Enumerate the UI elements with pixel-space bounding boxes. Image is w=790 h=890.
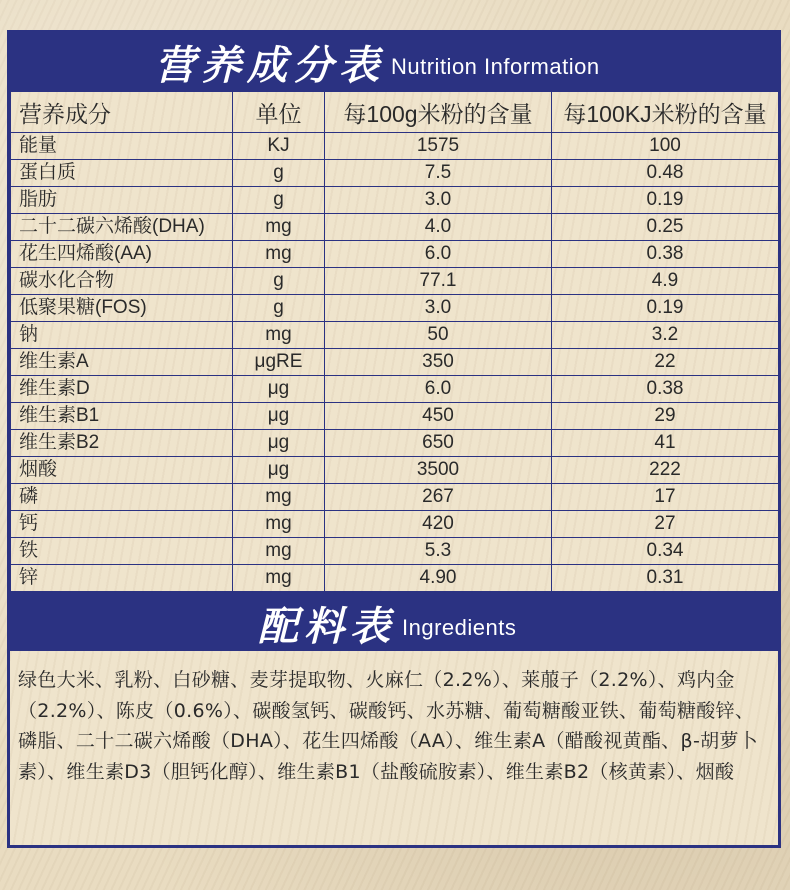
table-row (11, 538, 779, 565)
table-row (11, 187, 779, 214)
nutrient-unit: g (233, 295, 325, 322)
table-header-row (11, 92, 779, 133)
ingredients-text: 绿色大米、乳粉、白砂糖、麦芽提取物、火麻仁（2.2%）、莱菔子（2.2%）、鸡内金（2.2%）、陈皮（0.6%）、碳酸氢钙、碳酸钙、水苏糖、葡萄糖酸亚铁、葡萄糖酸锌、磷脂、二十二碳六烯酸（DHA）、花生四烯酸（AA）、维生素A（醋酸视黄酯、β-胡萝卜素）、维生素D3（胆钙化醇）、维生素B1（盐酸硫胺素）、维生素B2（核黄素）、烟酸 (10, 651, 778, 845)
nutrient-name: 维生素D (11, 376, 233, 403)
table-row (11, 322, 779, 349)
value-per-100kj: 17 (552, 484, 779, 511)
nutrient-name: 铁 (11, 538, 233, 565)
nutrient-unit: mg (233, 484, 325, 511)
nutrition-title-banner (10, 33, 778, 91)
table-row (11, 295, 779, 322)
value-per-100kj: 0.38 (552, 241, 779, 268)
value-per-100g: 77.1 (325, 268, 552, 295)
nutrition-panel (7, 30, 781, 848)
value-per-100kj: 100 (552, 133, 779, 160)
nutrient-unit: mg (233, 565, 325, 592)
nutrient-unit: mg (233, 511, 325, 538)
value-per-100kj: 29 (552, 403, 779, 430)
value-per-100g: 350 (325, 349, 552, 376)
value-per-100g: 3.0 (325, 187, 552, 214)
value-per-100g: 4.0 (325, 214, 552, 241)
nutrition-title-en: Nutrition Information (391, 54, 600, 79)
nutrient-name: 低聚果糖(FOS) (11, 295, 233, 322)
table-row (11, 133, 779, 160)
nutrient-unit: μg (233, 403, 325, 430)
value-per-100kj: 0.25 (552, 214, 779, 241)
value-per-100kj: 0.38 (552, 376, 779, 403)
value-per-100kj: 3.2 (552, 322, 779, 349)
nutrient-name: 维生素A (11, 349, 233, 376)
nutrition-table (10, 91, 779, 592)
table-row (11, 511, 779, 538)
table-row (11, 376, 779, 403)
value-per-100g: 3.0 (325, 295, 552, 322)
nutrient-unit: mg (233, 241, 325, 268)
value-per-100g: 6.0 (325, 241, 552, 268)
nutrient-unit: μgRE (233, 349, 325, 376)
nutrient-unit: μg (233, 376, 325, 403)
value-per-100kj: 0.31 (552, 565, 779, 592)
value-per-100g: 7.5 (325, 160, 552, 187)
value-per-100g: 6.0 (325, 376, 552, 403)
nutrient-name: 钠 (11, 322, 233, 349)
nutrient-name: 钙 (11, 511, 233, 538)
nutrient-unit: g (233, 268, 325, 295)
value-per-100kj: 0.19 (552, 187, 779, 214)
value-per-100g: 450 (325, 403, 552, 430)
nutrient-unit: mg (233, 214, 325, 241)
table-row (11, 241, 779, 268)
value-per-100kj: 222 (552, 457, 779, 484)
nutrient-name: 花生四烯酸(AA) (11, 241, 233, 268)
header-per-100g: 每100g米粉的含量 (325, 92, 552, 133)
table-row (11, 268, 779, 295)
table-row (11, 160, 779, 187)
nutrient-unit: mg (233, 322, 325, 349)
table-row (11, 214, 779, 241)
nutrient-unit: KJ (233, 133, 325, 160)
table-row (11, 484, 779, 511)
header-nutrient: 营养成分 (11, 92, 233, 133)
value-per-100kj: 0.34 (552, 538, 779, 565)
nutrient-unit: μg (233, 457, 325, 484)
nutrition-title-cn: 营养成分表 (155, 41, 385, 89)
nutrient-name: 能量 (11, 133, 233, 160)
value-per-100g: 650 (325, 430, 552, 457)
nutrient-unit: g (233, 160, 325, 187)
nutrient-name: 蛋白质 (11, 160, 233, 187)
nutrient-name: 维生素B1 (11, 403, 233, 430)
value-per-100g: 267 (325, 484, 552, 511)
value-per-100g: 4.90 (325, 565, 552, 592)
value-per-100kj: 27 (552, 511, 779, 538)
header-per-100kj: 每100KJ米粉的含量 (552, 92, 779, 133)
value-per-100g: 50 (325, 322, 552, 349)
ingredients-title-banner (10, 595, 778, 651)
nutrient-name: 碳水化合物 (11, 268, 233, 295)
nutrient-name: 烟酸 (11, 457, 233, 484)
value-per-100g: 3500 (325, 457, 552, 484)
table-row (11, 430, 779, 457)
value-per-100g: 1575 (325, 133, 552, 160)
nutrient-name: 脂肪 (11, 187, 233, 214)
value-per-100kj: 0.19 (552, 295, 779, 322)
value-per-100g: 5.3 (325, 538, 552, 565)
ingredients-title-cn: 配料表 (258, 602, 396, 650)
nutrient-name: 锌 (11, 565, 233, 592)
nutrient-name: 维生素B2 (11, 430, 233, 457)
nutrient-unit: μg (233, 430, 325, 457)
nutrient-name: 磷 (11, 484, 233, 511)
nutrient-name: 二十二碳六烯酸(DHA) (11, 214, 233, 241)
value-per-100g: 420 (325, 511, 552, 538)
value-per-100kj: 41 (552, 430, 779, 457)
value-per-100kj: 22 (552, 349, 779, 376)
table-row (11, 565, 779, 592)
value-per-100kj: 4.9 (552, 268, 779, 295)
nutrient-unit: mg (233, 538, 325, 565)
ingredients-title-en: Ingredients (402, 615, 517, 640)
header-unit: 单位 (233, 92, 325, 133)
table-row (11, 349, 779, 376)
table-row (11, 457, 779, 484)
value-per-100kj: 0.48 (552, 160, 779, 187)
table-row (11, 403, 779, 430)
table-body (11, 133, 779, 592)
nutrient-unit: g (233, 187, 325, 214)
